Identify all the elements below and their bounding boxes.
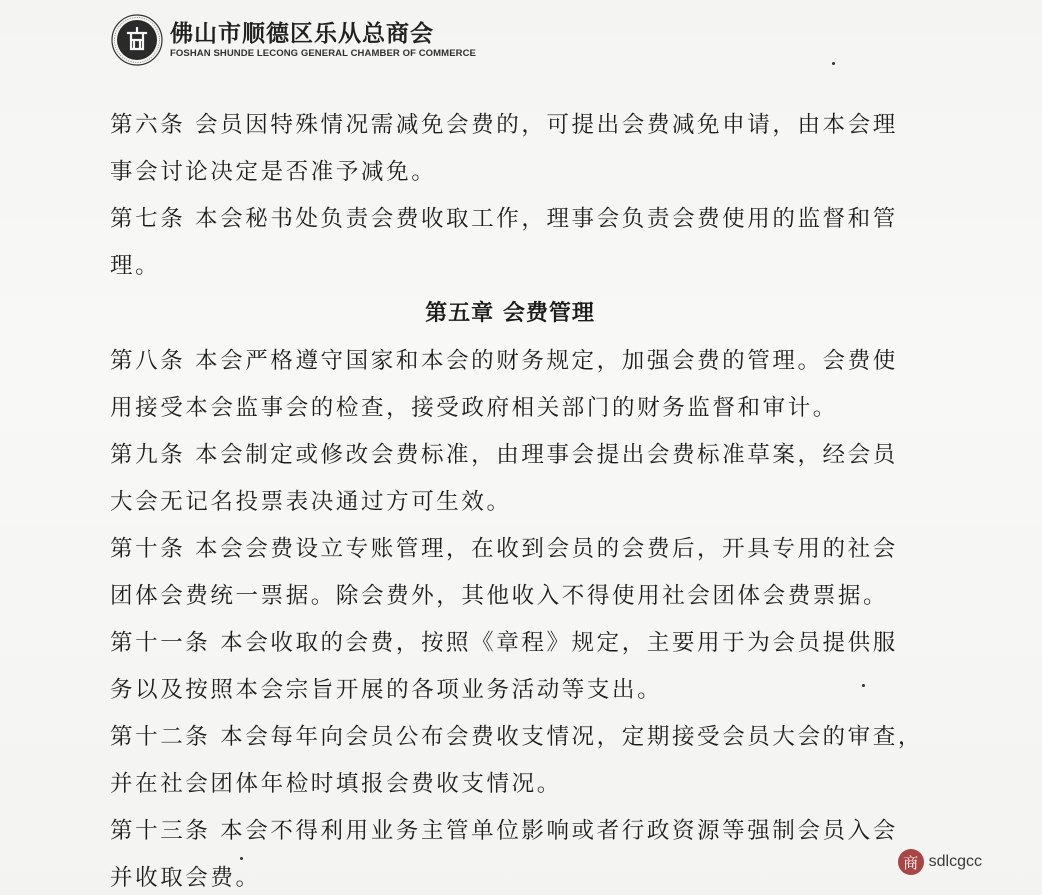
chamber-seal-logo <box>110 13 164 67</box>
article-6-line-2: 事会讨论决定是否准予减免。 <box>110 159 437 185</box>
letterhead-text <box>170 21 476 60</box>
article-13-line-2: 并收取会费。 <box>110 865 261 891</box>
article-12-line-2: 并在社会团体年检时填报会费收支情况。 <box>110 771 562 797</box>
watermark <box>898 849 982 875</box>
article-8-line-2: 用接受本会监事会的检查，接受政府相关部门的财务监督和审计。 <box>110 395 838 421</box>
article-6-line-1: 第六条 会员因特殊情况需减免会费的，可提出会费减免申请，由本会理 <box>110 112 898 138</box>
letterhead <box>110 12 476 68</box>
scan-speck <box>862 684 865 687</box>
org-name-cn: 佛山市顺德区乐从总商会 <box>170 20 434 47</box>
article-12-line-1: 第十二条 本会每年向会员公布会费收支情况，定期接受会员大会的审查， <box>110 724 923 750</box>
org-name-en: FOSHAN SHUNDE LECONG GENERAL CHAMBER OF COMMERCE <box>170 47 476 59</box>
article-13-line-1: 第十三条 本会不得利用业务主管单位影响或者行政资源等强制会员入会 <box>110 818 898 844</box>
article-11-line-2: 务以及按照本会宗旨开展的各项业务活动等支出。 <box>110 677 663 703</box>
article-10-line-1: 第十条 本会会费设立专账管理，在收到会员的会费后，开具专用的社会 <box>110 536 898 562</box>
article-7-line-1: 第七条 本会秘书处负责会费收取工作，理事会负责会费使用的监督和管 <box>110 206 898 232</box>
article-8-line-1: 第八条 本会严格遵守国家和本会的财务规定，加强会费的管理。会费使 <box>110 348 898 374</box>
scan-speck <box>832 62 835 65</box>
watermark-text: sdlcgcc <box>928 853 982 870</box>
article-7-line-2: 理。 <box>110 253 161 279</box>
document-body <box>110 102 923 895</box>
article-10-line-2: 团体会费统一票据。除会费外，其他收入不得使用社会团体会费票据。 <box>110 583 889 609</box>
scan-speck <box>240 857 243 860</box>
article-9-line-1: 第九条 本会制定或修改会费标准，由理事会提出会费标准草案，经会员 <box>110 442 898 468</box>
chapter-heading: 第五章 会费管理 <box>425 301 595 326</box>
article-11-line-1: 第十一条 本会收取的会费，按照《章程》规定，主要用于为会员提供服 <box>110 630 898 656</box>
article-9-line-2: 大会无记名投票表决通过方可生效。 <box>110 489 512 515</box>
watermark-logo-icon: 商 <box>898 849 924 875</box>
